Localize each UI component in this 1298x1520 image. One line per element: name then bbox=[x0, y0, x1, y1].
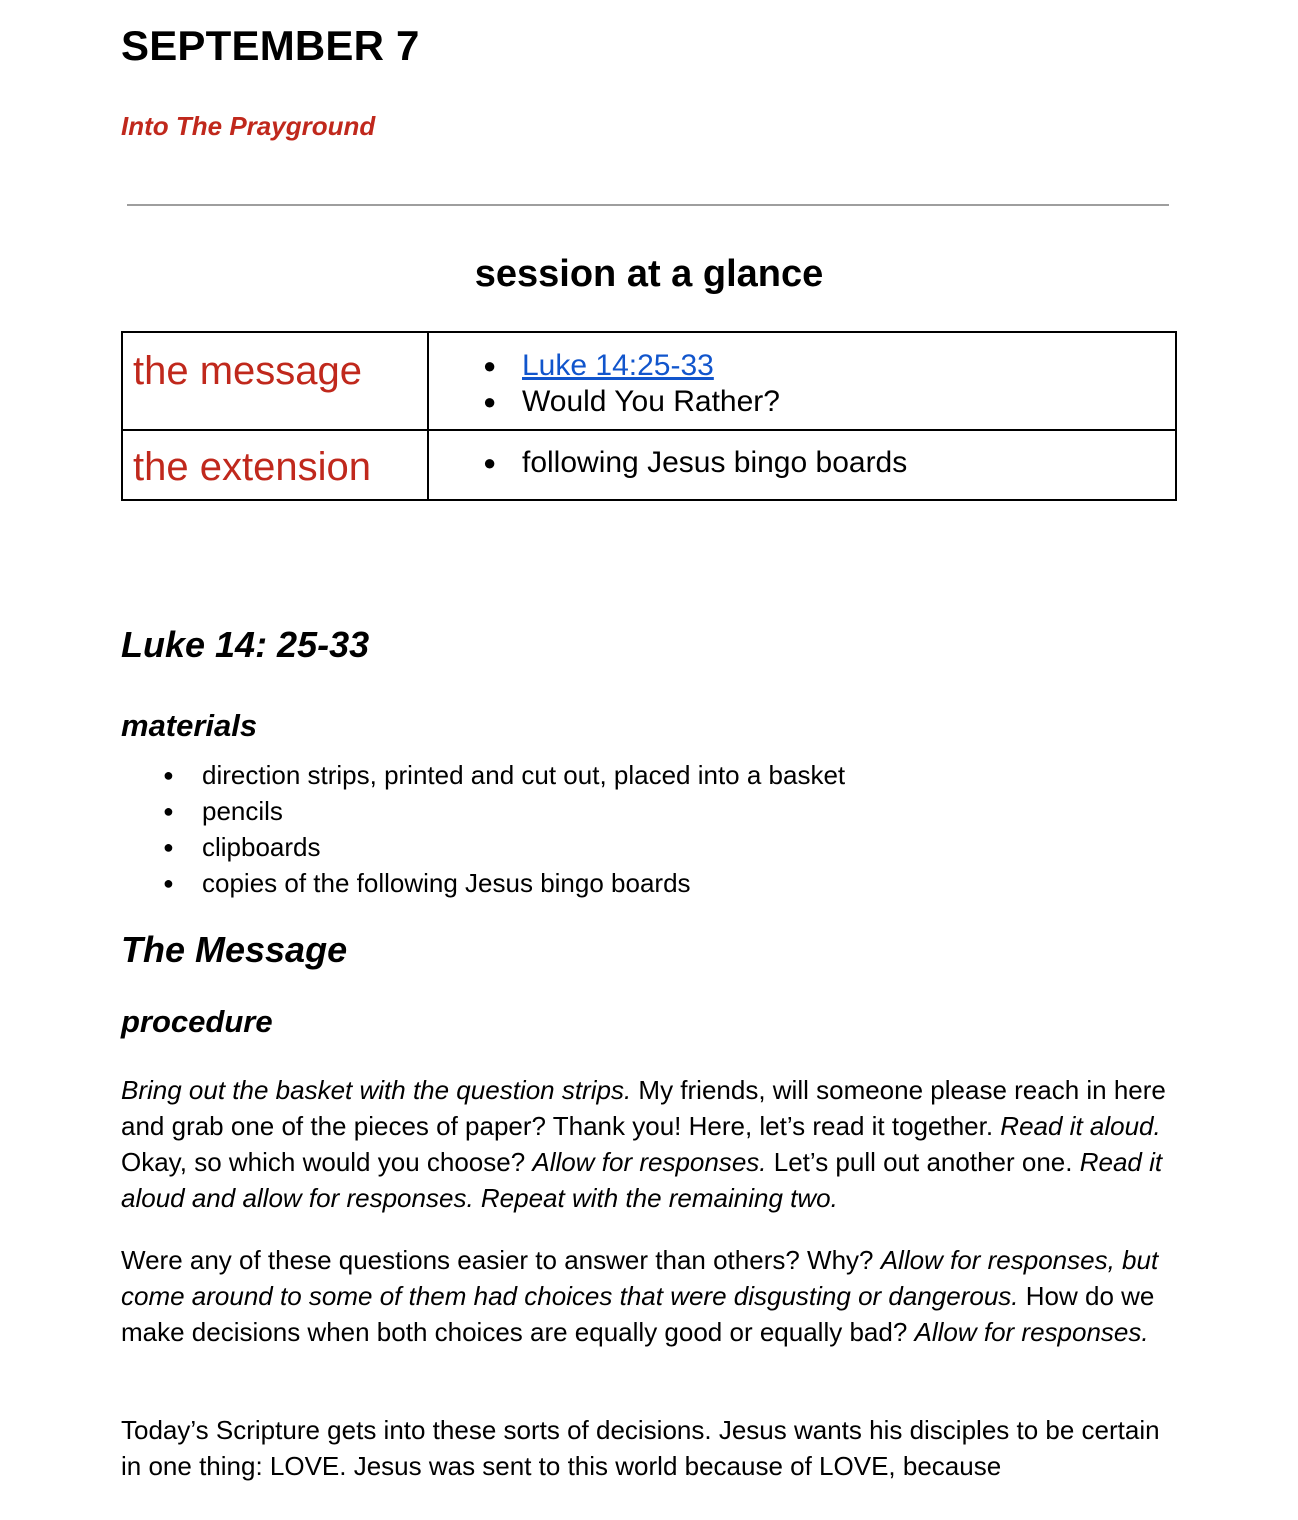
row-items-list bbox=[429, 348, 1175, 420]
stage-direction: Read it aloud and allow for responses. Repeat with the remaining two. bbox=[121, 1147, 1163, 1213]
table-row bbox=[122, 430, 1176, 500]
stage-direction: Allow for responses, but come around to some of them had choices that were disgusting or dangerous. bbox=[121, 1245, 1159, 1311]
row-label-cell bbox=[122, 332, 428, 430]
stage-direction: Allow for responses. bbox=[914, 1317, 1149, 1347]
spoken-text: My friends, will someone please reach in here and grab one of the pieces of paper? Thank you! Here, let’s read it together. bbox=[121, 1075, 1166, 1141]
row-label: the message bbox=[133, 349, 363, 393]
stage-direction: Bring out the basket with the question strips. bbox=[121, 1075, 632, 1105]
section-heading-luke: Luke 14: 25-33 bbox=[121, 624, 370, 665]
procedure-heading: procedure bbox=[121, 1004, 273, 1039]
row-label-cell bbox=[122, 430, 428, 500]
section-heading-message: The Message bbox=[121, 929, 348, 970]
row-items-cell bbox=[428, 332, 1176, 430]
list-item: ● Would You Rather? bbox=[429, 384, 1175, 420]
page-subtitle: Into The Prayground bbox=[121, 111, 376, 141]
spoken-text: Were any of these questions easier to answer than others? Why? bbox=[121, 1245, 881, 1275]
spoken-text: How do we make decisions when both choices are equally good or equally bad? bbox=[121, 1281, 1155, 1347]
materials-list bbox=[121, 757, 1121, 901]
spoken-text: Let’s pull out another one. bbox=[766, 1147, 1080, 1177]
procedure-paragraph-1 bbox=[121, 1072, 1171, 1216]
glance-heading: session at a glance bbox=[474, 253, 824, 295]
session-glance-table bbox=[121, 331, 1177, 501]
list-item: ● direction strips, printed and cut out, placed into a basket bbox=[121, 757, 1121, 793]
stage-direction: Allow for responses. bbox=[532, 1147, 767, 1177]
row-label: the extension bbox=[133, 445, 371, 489]
list-item: ● pencils bbox=[121, 793, 1121, 829]
list-item bbox=[429, 348, 1175, 384]
horizontal-divider bbox=[127, 204, 1169, 206]
row-items-cell bbox=[428, 430, 1176, 500]
materials-heading: materials bbox=[121, 708, 258, 743]
page-title: SEPTEMBER 7 bbox=[121, 22, 420, 69]
spoken-text: Okay, so which would you choose? bbox=[121, 1147, 533, 1177]
stage-direction: Read it aloud. bbox=[1000, 1111, 1161, 1141]
list-item: ● clipboards bbox=[121, 829, 1121, 865]
table-row bbox=[122, 332, 1176, 430]
procedure-paragraph-3: Today’s Scripture gets into these sorts of decisions. Jesus wants his disciples to be certain in one thing: LOVE. Jesus was sent to this world because of LOVE, because bbox=[121, 1415, 1160, 1481]
list-item: ● following Jesus bingo boards bbox=[429, 445, 1175, 481]
scripture-link[interactable]: Luke 14:25-33 bbox=[522, 349, 714, 382]
procedure-paragraph-2 bbox=[121, 1242, 1171, 1350]
row-items-list bbox=[429, 445, 1175, 481]
list-item: ● copies of the following Jesus bingo boards bbox=[121, 865, 1121, 901]
